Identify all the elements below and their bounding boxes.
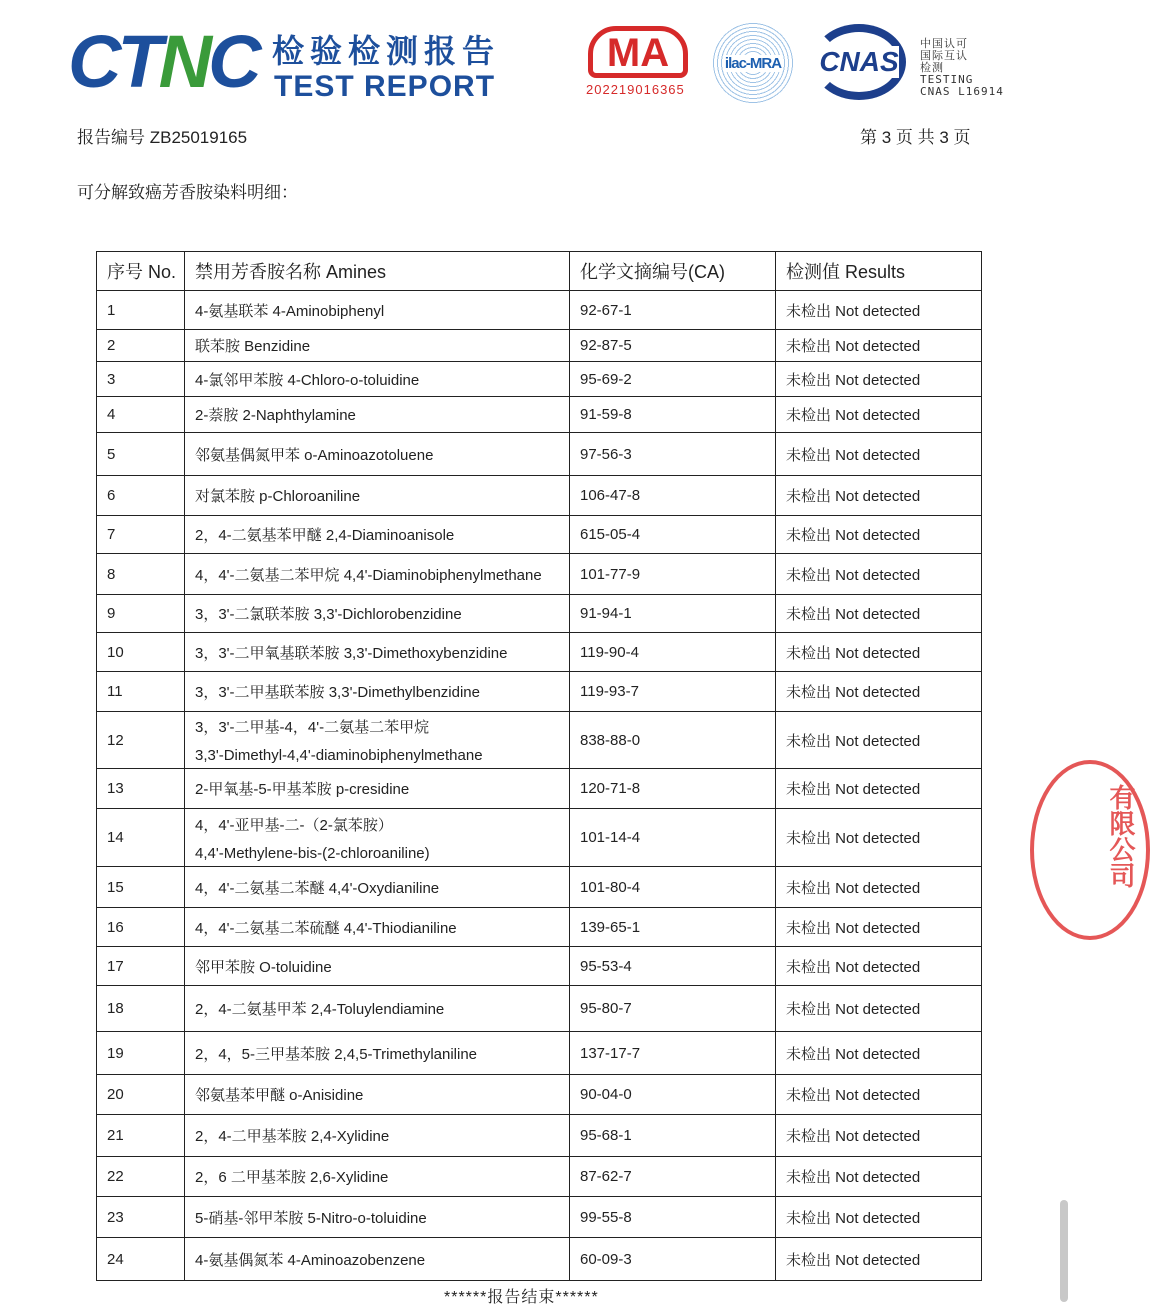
table-row xyxy=(97,1115,982,1157)
table-row xyxy=(97,397,982,433)
amine-name-cell xyxy=(185,769,570,809)
company-seal-stamp: 有限公司 xyxy=(1030,760,1150,940)
ca-number: 92-67-1 xyxy=(570,291,776,330)
row-number: 7 xyxy=(97,516,185,554)
amine-name-cell xyxy=(185,1115,570,1157)
result-value: 未检出 Not detected xyxy=(776,809,982,867)
ca-number: 95-53-4 xyxy=(570,947,776,986)
table-row xyxy=(97,947,982,986)
ca-number: 119-93-7 xyxy=(570,672,776,712)
scrollbar[interactable] xyxy=(1060,1200,1068,1302)
amine-name-cell xyxy=(185,330,570,362)
amine-name: 邻甲苯胺 O-toluidine xyxy=(195,958,332,976)
amine-name-cell xyxy=(185,1032,570,1075)
result-value: 未检出 Not detected xyxy=(776,554,982,595)
table-row xyxy=(97,908,982,947)
col-header-amines: 禁用芳香胺名称 Amines xyxy=(185,252,570,291)
result-value: 未检出 Not detected xyxy=(776,769,982,809)
amine-name: 邻氨基偶氮甲苯 o-Aminoazotoluene xyxy=(195,446,434,464)
amine-name: 邻氨基苯甲醚 o-Anisidine xyxy=(195,1087,364,1104)
table-row xyxy=(97,1197,982,1238)
result-value: 未检出 Not detected xyxy=(776,633,982,672)
row-number: 20 xyxy=(97,1075,185,1115)
table-row xyxy=(97,809,982,867)
table-row xyxy=(97,1075,982,1115)
result-value: 未检出 Not detected xyxy=(776,516,982,554)
table-row xyxy=(97,362,982,397)
amine-name: 2-萘胺 2-Naphthylamine xyxy=(195,407,356,424)
amine-name-cell xyxy=(185,291,570,330)
cnas-line: 国际互认 xyxy=(920,49,968,62)
ca-number: 137-17-7 xyxy=(570,1032,776,1075)
row-number: 8 xyxy=(97,554,185,595)
table-row xyxy=(97,291,982,330)
amine-name-cell xyxy=(185,1197,570,1238)
amine-name-cell xyxy=(185,554,570,595)
amine-name: 2，4-二氨基甲苯 2,4-Toluylendiamine xyxy=(195,1001,445,1018)
table-row xyxy=(97,476,982,516)
ca-number: 101-77-9 xyxy=(570,554,776,595)
result-value: 未检出 Not detected xyxy=(776,476,982,516)
row-number: 5 xyxy=(97,433,185,476)
result-value: 未检出 Not detected xyxy=(776,1075,982,1115)
col-header-no: 序号 No. xyxy=(97,252,185,291)
table-row xyxy=(97,554,982,595)
row-number: 12 xyxy=(97,712,185,769)
amine-name: 5-硝基-邻甲苯胺 5-Nitro-o-toluidine xyxy=(195,1209,427,1227)
ca-number: 97-56-3 xyxy=(570,433,776,476)
result-value: 未检出 Not detected xyxy=(776,947,982,986)
amine-name-cell xyxy=(185,362,570,397)
ca-number: 91-94-1 xyxy=(570,595,776,633)
row-number: 6 xyxy=(97,476,185,516)
ca-number: 91-59-8 xyxy=(570,397,776,433)
ilac-mra-logo xyxy=(712,22,794,104)
amine-name-cell xyxy=(185,633,570,672)
table-row xyxy=(97,986,982,1032)
amine-name: 2，4-二甲基苯胺 2,4-Xylidine xyxy=(195,1128,390,1145)
amine-name: 4-氯邻甲苯胺 4-Chloro-o-toluidine xyxy=(195,371,420,389)
amine-name: 3，3'-二氯联苯胺 3,3'-Dichlorobenzidine xyxy=(195,606,462,623)
cnas-label: CNAS xyxy=(819,46,899,77)
result-value: 未检出 Not detected xyxy=(776,291,982,330)
amine-name: 2，4-二氨基苯甲醚 2,4-Diaminoanisole xyxy=(195,527,455,544)
row-number: 16 xyxy=(97,908,185,947)
ca-number: 101-14-4 xyxy=(570,809,776,867)
ca-number: 120-71-8 xyxy=(570,769,776,809)
ca-number: 101-80-4 xyxy=(570,867,776,908)
cnas-line: 检测 xyxy=(920,61,944,74)
table-row xyxy=(97,516,982,554)
report-title-en: TEST REPORT xyxy=(274,70,496,103)
row-number: 1 xyxy=(97,291,185,330)
amine-name: 4，4'-亚甲基-二-（2-氯苯胺） xyxy=(195,816,393,834)
table-row xyxy=(97,867,982,908)
result-value: 未检出 Not detected xyxy=(776,986,982,1032)
cnas-logo xyxy=(812,24,906,100)
ca-number: 838-88-0 xyxy=(570,712,776,769)
row-number: 19 xyxy=(97,1032,185,1075)
ca-number: 139-65-1 xyxy=(570,908,776,947)
row-number: 24 xyxy=(97,1238,185,1281)
table-row xyxy=(97,769,982,809)
result-value: 未检出 Not detected xyxy=(776,595,982,633)
amine-name-cell xyxy=(185,1157,570,1197)
row-number: 3 xyxy=(97,362,185,397)
row-number: 10 xyxy=(97,633,185,672)
amine-name: 2，4，5-三甲基苯胺 2,4,5-Trimethylaniline xyxy=(195,1045,478,1063)
page-info: 第 3 页 共 3 页 xyxy=(860,128,971,147)
amine-name-cell xyxy=(185,1238,570,1281)
report-number: 报告编号 ZB25019165 xyxy=(77,128,248,147)
table-header-row xyxy=(97,252,982,291)
amine-name-cell xyxy=(185,516,570,554)
row-number: 14 xyxy=(97,809,185,867)
ca-number: 95-68-1 xyxy=(570,1115,776,1157)
row-number: 11 xyxy=(97,672,185,712)
result-value: 未检出 Not detected xyxy=(776,1197,982,1238)
result-value: 未检出 Not detected xyxy=(776,908,982,947)
amine-name: 4，4'-二氨基二苯甲烷 4,4'-Diaminobiphenylmethane xyxy=(195,566,542,584)
table-row xyxy=(97,595,982,633)
ca-number: 95-80-7 xyxy=(570,986,776,1032)
cnas-line: CNAS L16914 xyxy=(920,85,1004,98)
amine-name-cell xyxy=(185,908,570,947)
table-row xyxy=(97,672,982,712)
result-value: 未检出 Not detected xyxy=(776,397,982,433)
ca-number: 87-62-7 xyxy=(570,1157,776,1197)
amine-name: 4-氨基联苯 4-Aminobiphenyl xyxy=(195,302,385,320)
cnas-line: TESTING xyxy=(920,73,974,86)
cnas-accreditation-text xyxy=(920,38,1004,98)
ca-number: 106-47-8 xyxy=(570,476,776,516)
amine-name-cell xyxy=(185,947,570,986)
amine-name: 4，4'-二氨基二苯醚 4,4'-Oxydianiline xyxy=(195,879,440,897)
table-row xyxy=(97,1238,982,1281)
amine-name: 对氯苯胺 p-Chloroaniline xyxy=(195,488,361,505)
amine-name: 2，6 二甲基苯胺 2,6-Xylidine xyxy=(195,1169,389,1186)
result-value: 未检出 Not detected xyxy=(776,330,982,362)
amine-name: 2-甲氧基-5-甲基苯胺 p-cresidine xyxy=(195,781,410,798)
table-row xyxy=(97,1032,982,1075)
ca-number: 99-55-8 xyxy=(570,1197,776,1238)
row-number: 13 xyxy=(97,769,185,809)
row-number: 9 xyxy=(97,595,185,633)
amine-name-cell xyxy=(185,712,570,769)
ilac-label: ilac-MRA xyxy=(724,54,782,72)
row-number: 23 xyxy=(97,1197,185,1238)
row-number: 21 xyxy=(97,1115,185,1157)
ca-number: 90-04-0 xyxy=(570,1075,776,1115)
amines-table xyxy=(96,251,982,1281)
row-number: 4 xyxy=(97,397,185,433)
ca-number: 615-05-4 xyxy=(570,516,776,554)
ca-number: 95-69-2 xyxy=(570,362,776,397)
cnas-line: 中国认可 xyxy=(920,37,968,50)
amine-name-en: 3,3'-Dimethyl-4,4'-diaminobiphenylmethane xyxy=(195,747,483,764)
amine-name-cell xyxy=(185,809,570,867)
report-end-marker: ******报告结束****** xyxy=(444,1289,599,1306)
result-value: 未检出 Not detected xyxy=(776,1115,982,1157)
result-value: 未检出 Not detected xyxy=(776,672,982,712)
result-value: 未检出 Not detected xyxy=(776,867,982,908)
table-row xyxy=(97,1157,982,1197)
amine-name-cell xyxy=(185,986,570,1032)
result-value: 未检出 Not detected xyxy=(776,1157,982,1197)
ca-number: 60-09-3 xyxy=(570,1238,776,1281)
amine-name: 联苯胺 Benzidine xyxy=(195,338,311,355)
row-number: 17 xyxy=(97,947,185,986)
result-value: 未检出 Not detected xyxy=(776,362,982,397)
result-value: 未检出 Not detected xyxy=(776,433,982,476)
ca-number: 119-90-4 xyxy=(570,633,776,672)
row-number: 18 xyxy=(97,986,185,1032)
table-row xyxy=(97,433,982,476)
result-value: 未检出 Not detected xyxy=(776,1032,982,1075)
result-value: 未检出 Not detected xyxy=(776,712,982,769)
amine-name: 3，3'-二甲基联苯胺 3,3'-Dimethylbenzidine xyxy=(195,684,480,701)
amine-name-cell xyxy=(185,397,570,433)
amine-name: 3，3'-二甲氧基联苯胺 3,3'-Dimethoxybenzidine xyxy=(195,644,508,662)
col-header-results: 检测值 Results xyxy=(776,252,982,291)
report-title-cn: 检验检测报告 xyxy=(272,33,501,69)
amine-name-cell xyxy=(185,476,570,516)
col-header-ca: 化学文摘编号(CA) xyxy=(570,252,776,291)
amine-name: 4，4'-二氨基二苯硫醚 4,4'-Thiodianiline xyxy=(195,919,457,937)
cma-number: 202219016365 xyxy=(586,82,685,97)
amine-name-cell xyxy=(185,867,570,908)
amine-name-en: 4,4'-Methylene-bis-(2-chloroaniline) xyxy=(195,844,430,862)
ctnc-logo: CTNC xyxy=(68,20,258,103)
section-subtitle: 可分解致癌芳香胺染料明细： xyxy=(77,183,298,202)
table-row xyxy=(97,633,982,672)
row-number: 22 xyxy=(97,1157,185,1197)
ca-number: 92-87-5 xyxy=(570,330,776,362)
amine-name: 4-氨基偶氮苯 4-Aminoazobenzene xyxy=(195,1251,426,1269)
amine-name-cell xyxy=(185,433,570,476)
table-row xyxy=(97,712,982,769)
amine-name-cell xyxy=(185,595,570,633)
amine-name-cell xyxy=(185,1075,570,1115)
row-number: 2 xyxy=(97,330,185,362)
result-value: 未检出 Not detected xyxy=(776,1238,982,1281)
row-number: 15 xyxy=(97,867,185,908)
amine-name: 3，3'-二甲基-4，4'-二氨基二苯甲烷 xyxy=(195,719,430,736)
cma-logo: MA xyxy=(588,26,688,78)
table-row xyxy=(97,330,982,362)
amine-name-cell xyxy=(185,672,570,712)
